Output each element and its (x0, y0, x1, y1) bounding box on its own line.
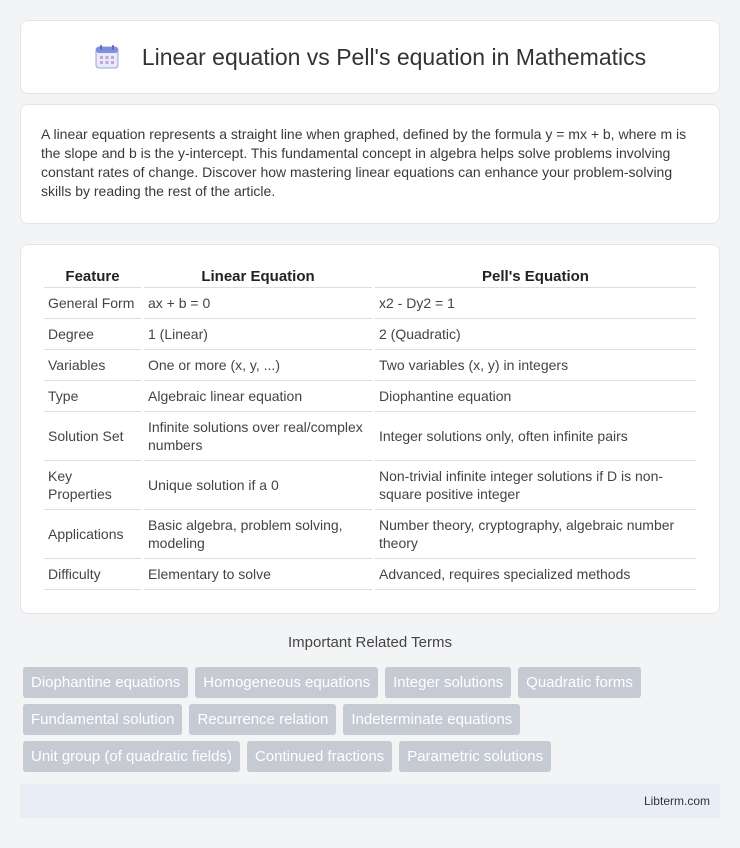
footer (20, 784, 720, 818)
table-cell: Integer solutions only, often infinite pairs (375, 412, 696, 461)
table-cell: x2 - Dy2 = 1 (375, 288, 696, 319)
tag-quadratic-forms[interactable]: Quadratic forms (518, 667, 641, 698)
related-terms-tags (23, 667, 723, 778)
table-cell: Diophantine equation (375, 381, 696, 412)
table-cell: Elementary to solve (144, 559, 372, 590)
table-cell: 2 (Quadratic) (375, 319, 696, 350)
table-cell: General Form (44, 288, 141, 319)
page-title: Linear equation vs Pell's equation in Mathematics (141, 43, 647, 70)
table-row (44, 319, 696, 350)
table-cell: Two variables (x, y) in integers (375, 350, 696, 381)
table-row (44, 350, 696, 381)
column-header: Pell's Equation (375, 265, 696, 288)
table-cell: Advanced, requires specialized methods (375, 559, 696, 590)
tag-homogeneous-equations[interactable]: Homogeneous equations (195, 667, 378, 698)
table-row (44, 510, 696, 559)
table-header-row (44, 265, 696, 288)
table-cell: One or more (x, y, ...) (144, 350, 372, 381)
table-cell: Algebraic linear equation (144, 381, 372, 412)
table-cell: Infinite solutions over real/complex numbers (144, 412, 372, 461)
tag-indeterminate-equations[interactable]: Indeterminate equations (343, 704, 520, 735)
table-cell: 1 (Linear) (144, 319, 372, 350)
table-cell: Number theory, cryptography, algebraic number theory (375, 510, 696, 559)
related-terms-title: Important Related Terms (288, 634, 452, 651)
tag-diophantine-equations[interactable]: Diophantine equations (23, 667, 188, 698)
tag-continued-fractions[interactable]: Continued fractions (247, 741, 392, 772)
tag-parametric-solutions[interactable]: Parametric solutions (399, 741, 551, 772)
table-cell: Solution Set (44, 412, 141, 461)
table-cell: Applications (44, 510, 141, 559)
tag-fundamental-solution[interactable]: Fundamental solution (23, 704, 182, 735)
table-cell: Non-trivial infinite integer solutions if D is non-square positive integer (375, 461, 696, 510)
table-cell: Degree (44, 319, 141, 350)
footer-site-link[interactable]: Libterm.com (643, 794, 710, 808)
column-header: Feature (44, 265, 141, 288)
comparison-table (41, 265, 699, 590)
calendar-icon (94, 44, 120, 70)
comparison-table-card (20, 244, 720, 614)
intro-text: A linear equation represents a straight line when graphed, defined by the formula y = mx + b, where m is the slope and b is the y-intercept. This fundamental concept in algebra helps solve problems involving constant rates of change. Discover how mastering linear equations can enhance your problem-solving skills by reading the rest of the article. (41, 126, 687, 199)
table-row (44, 288, 696, 319)
table-cell: Type (44, 381, 141, 412)
table-cell: Difficulty (44, 559, 141, 590)
tag-recurrence-relation[interactable]: Recurrence relation (189, 704, 336, 735)
table-row (44, 412, 696, 461)
intro-card (20, 104, 720, 224)
table-cell: ax + b = 0 (144, 288, 372, 319)
tag-unit-group[interactable]: Unit group (of quadratic fields) (23, 741, 240, 772)
table-cell: Unique solution if a 0 (144, 461, 372, 510)
table-row (44, 559, 696, 590)
header-card (20, 20, 720, 94)
table-cell: Key Properties (44, 461, 141, 510)
column-header: Linear Equation (144, 265, 372, 288)
table-cell: Basic algebra, problem solving, modeling (144, 510, 372, 559)
table-row (44, 381, 696, 412)
tag-integer-solutions[interactable]: Integer solutions (385, 667, 511, 698)
table-cell: Variables (44, 350, 141, 381)
table-row (44, 461, 696, 510)
